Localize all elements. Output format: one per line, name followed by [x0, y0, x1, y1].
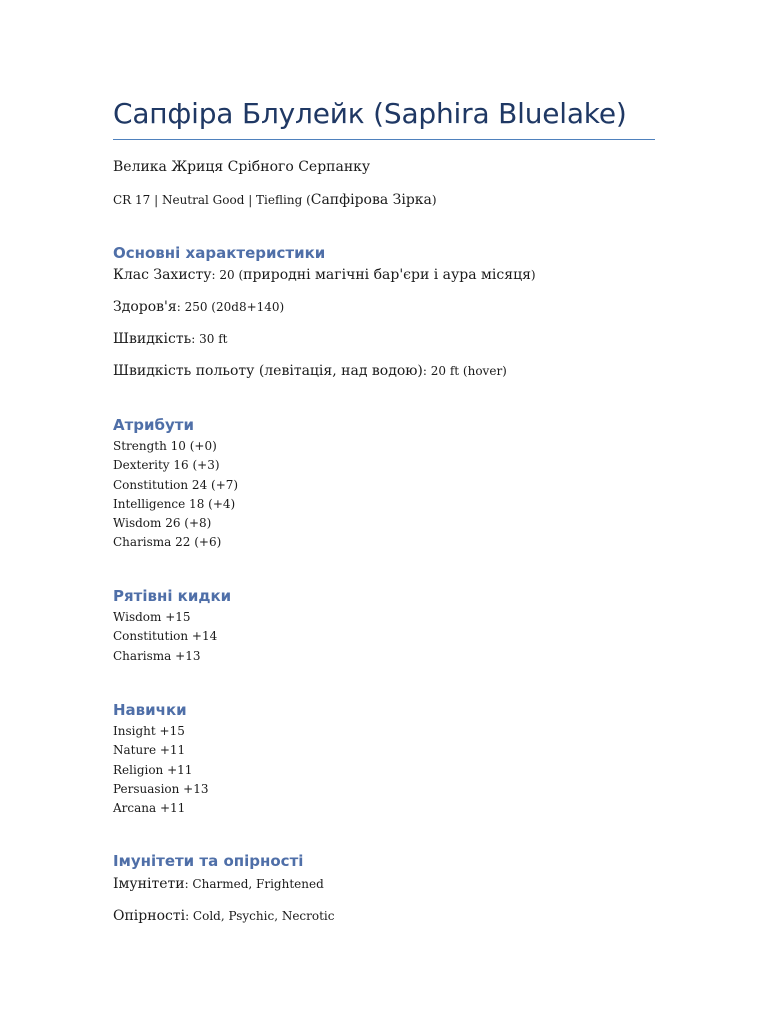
section-heading-skills: Навички	[113, 701, 187, 719]
immunities-label: Імунітети	[113, 876, 185, 892]
list-item: Arcana +11	[113, 801, 186, 816]
saves-list	[113, 608, 217, 666]
title-underline	[113, 139, 655, 140]
section-heading-defenses: Імунітети та опірності	[113, 852, 304, 870]
armor-class-line	[113, 265, 536, 285]
list-item: Dexterity 16 (+3)	[113, 458, 220, 473]
section-heading-saves: Рятівні кидки	[113, 587, 232, 605]
immunities-line	[113, 874, 324, 894]
attributes-list	[113, 437, 238, 553]
list-item: Strength 10 (+0)	[113, 439, 217, 453]
subtitle: Велика Жриця Срібного Серпанку	[113, 159, 371, 175]
list-item: Religion +11	[113, 762, 193, 777]
list-item: Nature +11	[113, 743, 186, 758]
list-item: Constitution +14	[113, 629, 218, 644]
meta-highlight: Сапфірова Зірка	[310, 192, 432, 208]
hit-points-label: Здоров'я	[113, 299, 177, 315]
section-heading-attributes: Атрибути	[113, 416, 195, 434]
immunities-value: : Charmed, Frightened	[184, 877, 324, 891]
fly-speed-value: : 20 ft (hover)	[422, 364, 507, 378]
armor-class-note: природні магічні бар'єри і аура місяця	[243, 267, 531, 283]
list-item: Persuasion +13	[113, 781, 209, 796]
list-item: Insight +15	[113, 724, 185, 738]
armor-class-value: : 20 (	[211, 268, 244, 282]
list-item: Intelligence 18 (+4)	[113, 496, 236, 511]
section-heading-core: Основні характеристики	[113, 244, 326, 262]
list-item: Charisma +13	[113, 648, 201, 663]
meta-suffix: )	[431, 193, 437, 207]
hit-points-line	[113, 297, 284, 317]
list-item: Wisdom +15	[113, 610, 191, 624]
skills-list	[113, 722, 209, 818]
hit-points-value: : 250 (20d8+140)	[176, 300, 285, 314]
speed-label: Швидкість	[113, 331, 192, 347]
page-title: Сапфіра Блулейк (Saphira Bluelake)	[113, 97, 627, 130]
resistances-label: Опірності	[113, 908, 186, 924]
speed-line	[113, 329, 227, 349]
fly-speed-line	[113, 361, 507, 381]
speed-value: : 30 ft	[191, 332, 228, 346]
meta-prefix: CR 17 | Neutral Good | Tiefling (	[113, 193, 311, 207]
armor-class-label: Клас Захисту	[113, 267, 212, 283]
creature-meta	[113, 190, 437, 210]
resistances-value: : Cold, Psychic, Necrotic	[185, 909, 335, 923]
resistances-line	[113, 906, 334, 926]
list-item: Charisma 22 (+6)	[113, 535, 222, 550]
armor-class-close: )	[530, 268, 536, 282]
fly-speed-label: Швидкість польоту (левітація, над водою)	[113, 363, 423, 379]
list-item: Constitution 24 (+7)	[113, 477, 239, 492]
list-item: Wisdom 26 (+8)	[113, 516, 212, 531]
